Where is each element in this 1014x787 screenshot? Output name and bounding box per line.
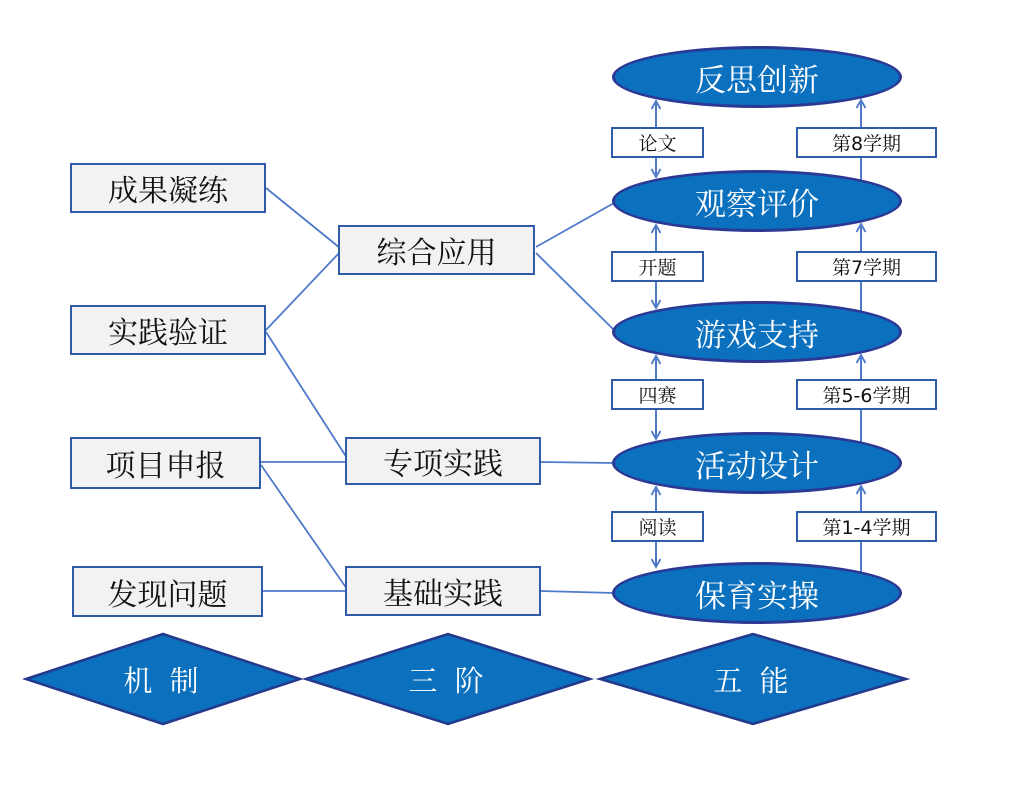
semester-1-4-label: 第1-4学期 <box>796 511 937 542</box>
mechanism-diamond-label: 机 制 <box>123 663 203 698</box>
semester-5-6-label: 第5-6学期 <box>796 379 937 410</box>
five-abilities-diamond-label: 五 能 <box>713 663 793 698</box>
activity-design-ellipse: 活动设计 <box>612 432 902 494</box>
connector-line <box>541 591 614 593</box>
special-practice-box: 专项实践 <box>345 437 541 485</box>
basic-practice-box: 基础实践 <box>345 566 541 616</box>
thesis-label: 论文 <box>611 127 704 158</box>
semester-7-label: 第7学期 <box>796 251 937 282</box>
connector-line <box>266 188 340 248</box>
comprehensive-apply-box: 综合应用 <box>338 225 535 275</box>
reading-label: 阅读 <box>611 511 704 542</box>
connector-line <box>266 332 347 458</box>
practice-verify-box: 实践验证 <box>70 305 266 355</box>
semester-8-label: 第8学期 <box>796 127 937 158</box>
connector-line <box>536 253 614 330</box>
connector-line <box>261 465 347 589</box>
three-stages-diamond-label: 三 阶 <box>408 663 488 698</box>
connector-line <box>266 252 340 330</box>
problem-find-box: 发现问题 <box>72 566 263 617</box>
achievement-refine-box: 成果凝练 <box>70 163 266 213</box>
connector-line <box>536 203 614 247</box>
project-apply-box: 项目申报 <box>70 437 261 489</box>
four-competitions-label: 四赛 <box>611 379 704 410</box>
observe-evaluate-ellipse: 观察评价 <box>612 170 902 232</box>
proposal-label: 开题 <box>611 251 704 282</box>
childcare-practice-ellipse: 保育实操 <box>612 562 902 624</box>
connector-line <box>541 462 614 463</box>
game-support-ellipse: 游戏支持 <box>612 301 902 363</box>
reflect-innovate-ellipse: 反思创新 <box>612 46 902 108</box>
